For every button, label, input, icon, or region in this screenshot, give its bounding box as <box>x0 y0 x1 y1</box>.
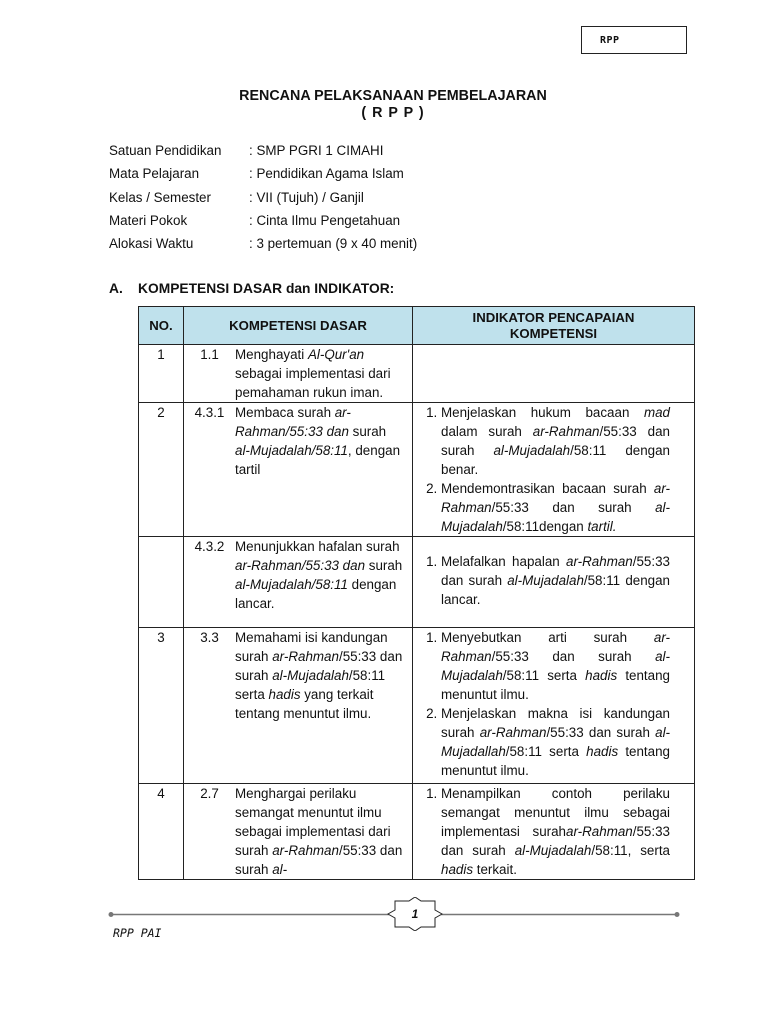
section-letter: A. <box>109 281 123 296</box>
competency-cell <box>184 628 413 784</box>
indicator-cell <box>413 784 695 880</box>
competency-code: 1.1 <box>200 347 219 362</box>
row-number: 2 <box>139 403 184 537</box>
info-row <box>109 190 417 213</box>
indicator-list <box>413 628 694 780</box>
row-number: 1 <box>139 345 184 403</box>
table-row <box>139 784 695 880</box>
indicator-item: 1. Melafalkan hapalan ar-Rahman/55:33 dan surah al-Mujadalah/58:11 dengan lancar. <box>441 552 670 609</box>
indicator-list <box>413 784 694 879</box>
section-heading <box>109 281 394 296</box>
indicator-cell <box>413 537 695 628</box>
document-title: RENCANA PELAKSANAAN PEMBELAJARAN <box>239 88 547 104</box>
competency-code: 3.3 <box>200 630 219 645</box>
info-block <box>109 143 417 259</box>
document-tag: RPP <box>600 35 620 46</box>
competency-text: Menghayati Al-Qur'an sebagai implementasi dari pemahaman rukun iman. <box>235 347 391 400</box>
row-number <box>139 537 184 628</box>
info-value: : Pendidikan Agama Islam <box>249 166 404 182</box>
info-row <box>109 166 417 189</box>
section-title: KOMPETENSI DASAR dan INDIKATOR: <box>138 281 395 296</box>
document-tag-box <box>581 26 687 54</box>
competency-cell <box>184 345 413 403</box>
table-row <box>139 403 695 537</box>
info-value: : SMP PGRI 1 CIMAHI <box>249 143 384 158</box>
competency-table <box>138 306 695 880</box>
table-row <box>139 345 695 403</box>
indicator-cell <box>413 403 695 537</box>
competency-text: Menghargai perilaku semangat menuntut ilmu sebagai implementasi dari surah ar-Rahman/55:33 dan surah al- <box>235 786 403 877</box>
page-number: 1 <box>411 907 419 921</box>
competency-cell <box>184 784 413 880</box>
indicator-item: 2. Mendemontrasikan bacaan surah ar-Rahman/55:33 dan surah al-Mujadalah/58:11dengan tartil. <box>441 479 670 536</box>
competency-text: Membaca surah ar-Rahman/55:33 dan surah al-Mujadalah/58:11, dengan tartil <box>235 405 401 477</box>
header-no: NO. <box>139 307 184 345</box>
competency-text: Menunjukkan hafalan surah ar-Rahman/55:33 dan surah al-Mujadalah/58:11 dengan lancar. <box>235 539 403 611</box>
table-row <box>139 537 695 628</box>
info-row <box>109 236 417 259</box>
document-subtitle: ( R P P ) <box>361 105 425 121</box>
header-indikator: INDIKATOR PENCAPAIAN KOMPETENSI <box>413 307 695 345</box>
indicator-cell <box>413 345 695 403</box>
indicator-cell <box>413 628 695 784</box>
indicator-list <box>413 552 694 609</box>
info-row <box>109 143 417 166</box>
competency-cell <box>184 537 413 628</box>
info-label: Satuan Pendidikan <box>109 143 222 158</box>
info-value: : VII (Tujuh) / Ganjil <box>249 189 364 205</box>
row-number: 3 <box>139 628 184 784</box>
info-label: Kelas / Semester <box>109 189 211 205</box>
header-kompetensi-dasar: KOMPETENSI DASAR <box>184 307 413 345</box>
table-header-row <box>139 307 695 345</box>
competency-code: 4.3.2 <box>194 539 225 554</box>
competency-cell <box>184 403 413 537</box>
info-row <box>109 213 417 236</box>
competency-code: 2.7 <box>200 786 219 801</box>
info-value: : Cinta Ilmu Pengetahuan <box>249 212 401 228</box>
indicator-item: 1. Menampilkan contoh perilaku semangat menuntut ilmu sebagai implementasi surahar-Rahman/55:33 dan surah al-Mujadalah/58:11, serta hadis terkait. <box>441 784 670 879</box>
row-number: 4 <box>139 784 184 880</box>
competency-code: 4.3.1 <box>194 405 225 420</box>
indicator-list <box>413 403 694 536</box>
info-value: : 3 pertemuan (9 x 40 menit) <box>249 236 418 252</box>
competency-text: Memahami isi kandungan surah ar-Rahman/55:33 dan surah al-Mujadalah/58:11 serta hadis yang terkait tentang menuntut ilmu. <box>235 630 403 721</box>
info-label: Alokasi Waktu <box>109 236 194 252</box>
info-label: Mata Pelajaran <box>109 166 200 182</box>
indicator-item: 2. Menjelaskan makna isi kandungan surah ar-Rahman/55:33 dan surah al-Mujadallah/58:11 serta hadis tentang menuntut ilmu. <box>441 704 670 780</box>
table-row <box>139 628 695 784</box>
footer-label: RPP PAI <box>113 926 162 940</box>
info-label: Materi Pokok <box>109 212 188 228</box>
indicator-item: 1. Menyebutkan arti surah ar-Rahman/55:33 dan surah al-Mujadalah/58:11 serta hadis tentang menuntut ilmu. <box>441 628 670 704</box>
indicator-item: 1. Menjelaskan hukum bacaan mad dalam surah ar-Rahman/55:33 dan surah al-Mujadalah/58:11 dengan benar. <box>441 403 670 479</box>
